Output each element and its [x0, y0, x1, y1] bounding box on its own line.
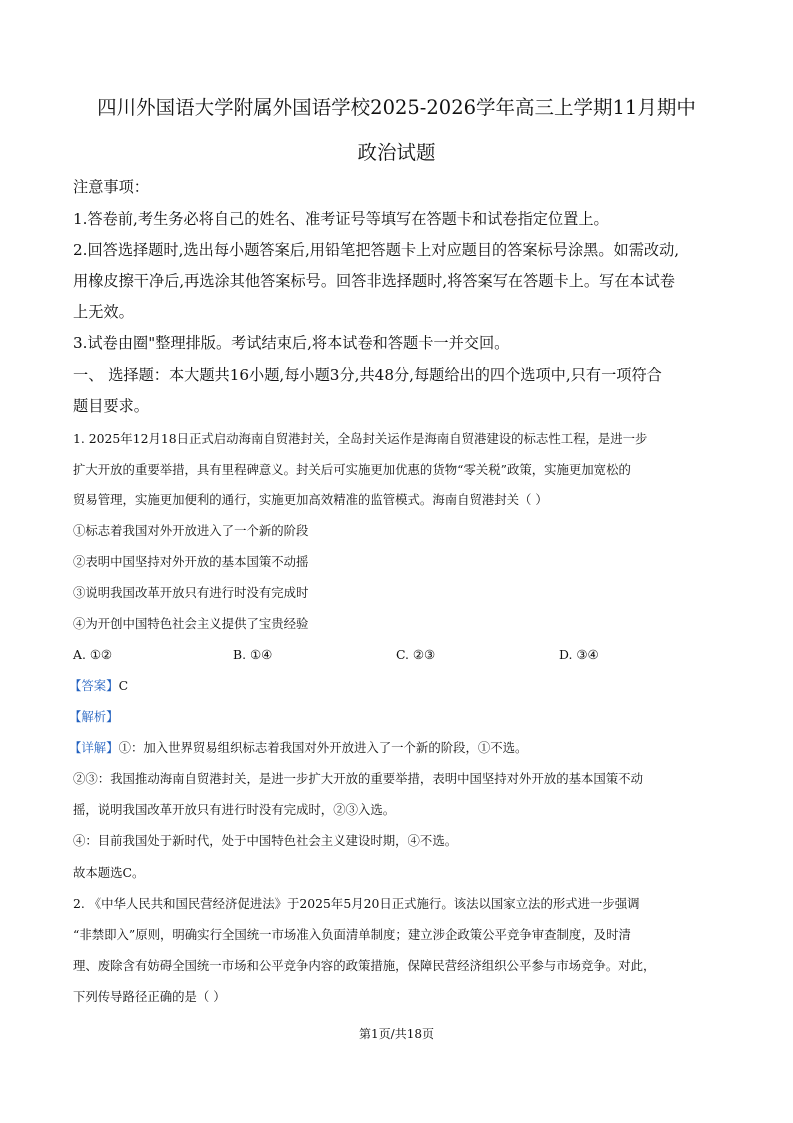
note-item-2-line-1: 2.回答选择题时,选出每小题答案后,用铅笔把答题卡上对应题目的答案标号涂黑。如需改动, — [73, 241, 680, 259]
q2-stem-line-1: 2. 《中华人民共和国民营经济促进法》于2025年5月20日正式施行。该法以国家立法的形式进一步强调 — [73, 896, 640, 911]
q1-option-c: C. ②③ — [396, 647, 436, 662]
note-item-2-line-3: 上无效。 — [73, 303, 134, 321]
answer-value: C — [118, 678, 129, 693]
notes-heading: 注意事项： — [73, 178, 149, 196]
answer-tag: 【答案】 — [69, 678, 119, 693]
q2-stem-line-2: “非禁即入”原则，明确实行全国统一市场准入负面清单制度；建立涉企政策公平竞争审查制度，及时清 — [73, 927, 631, 942]
q1-conclusion: 故本题选C。 — [73, 865, 145, 880]
q1-analysis — [69, 708, 119, 726]
q1-answer — [69, 677, 128, 695]
q1-options — [73, 646, 599, 666]
page-footer: 第1页/共18页 — [359, 1027, 434, 1041]
note-item-2-line-2: 用橡皮擦干净后,再选涂其他答案标号。回答非选择题时,将答案写在答题卡上。写在本试卷 — [73, 272, 675, 290]
q1-stem-line-3: 贸易管理，实施更加便利的通行，实施更加高效精准的监管模式。海南自贸港封关（ ） — [73, 492, 548, 507]
detail-tag: 【详解】 — [69, 740, 119, 755]
q1-statement-3: ③说明我国改革开放只有进行时没有完成时 — [73, 585, 309, 600]
q2-stem-line-4: 下列传导路径正确的是（ ） — [73, 989, 226, 1004]
q1-option-b: B. ①④ — [233, 647, 273, 662]
note-item-3: 3.试卷由圈"整理排版。考试结束后,将本试卷和答题卡一并交回。 — [73, 334, 510, 352]
section-heading: 一、 选择题：本大题共16小题,每小题3分,共48分,每题给出的四个选项中,只有一项符合 — [73, 366, 662, 384]
q1-option-d: D. ③④ — [559, 647, 599, 662]
q2-stem-line-3: 理、废除含有妨碍全国统一市场和公平竞争内容的政策措施，保障民营经济组织公平参与市场竞争。对此， — [73, 958, 656, 973]
detail-text-1: ①：加入世界贸易组织标志着我国对外开放进入了一个新的阶段，①不选。 — [118, 740, 528, 755]
q1-statement-4: ④为开创中国特色社会主义提供了宝贵经验 — [73, 616, 309, 631]
q1-detail-line-1 — [69, 739, 527, 757]
exam-title: 四川外国语大学附属外国语学校2025-2026学年高三上学期11月期中 — [97, 96, 696, 119]
section-heading-cont: 题目要求。 — [73, 397, 149, 415]
q1-stem-line-1: 1. 2025年12月18日正式启动海南自贸港封关，全岛封关运作是海南自贸港建设的标志性工程，是进一步 — [73, 431, 648, 446]
q1-detail-line-3: 摇，说明我国改革开放只有进行时没有完成时，②③入选。 — [73, 802, 396, 817]
q1-detail-line-2: ②③：我国推动海南自贸港封关，是进一步扩大开放的重要举措，表明中国坚持对外开放的基本国策不动 — [73, 771, 643, 786]
q1-detail-line-4: ④：目前我国处于新时代，处于中国特色社会主义建设时期，④不选。 — [73, 833, 458, 848]
q1-statement-1: ①标志着我国对外开放进入了一个新的阶段 — [73, 523, 309, 538]
exam-subject-title: 政治试题 — [357, 141, 436, 164]
q1-statement-2: ②表明中国坚持对外开放的基本国策不动摇 — [73, 554, 309, 569]
q1-stem-line-2: 扩大开放的重要举措，具有里程碑意义。封关后可实施更加优惠的货物“零关税”政策，实施更加宽松的 — [73, 462, 631, 477]
analysis-tag: 【解析】 — [69, 709, 119, 724]
q1-option-a: A. ①② — [73, 647, 113, 662]
note-item-1: 1.答卷前,考生务必将自己的姓名、准考证号等填写在答题卡和试卷指定位置上。 — [73, 210, 609, 228]
